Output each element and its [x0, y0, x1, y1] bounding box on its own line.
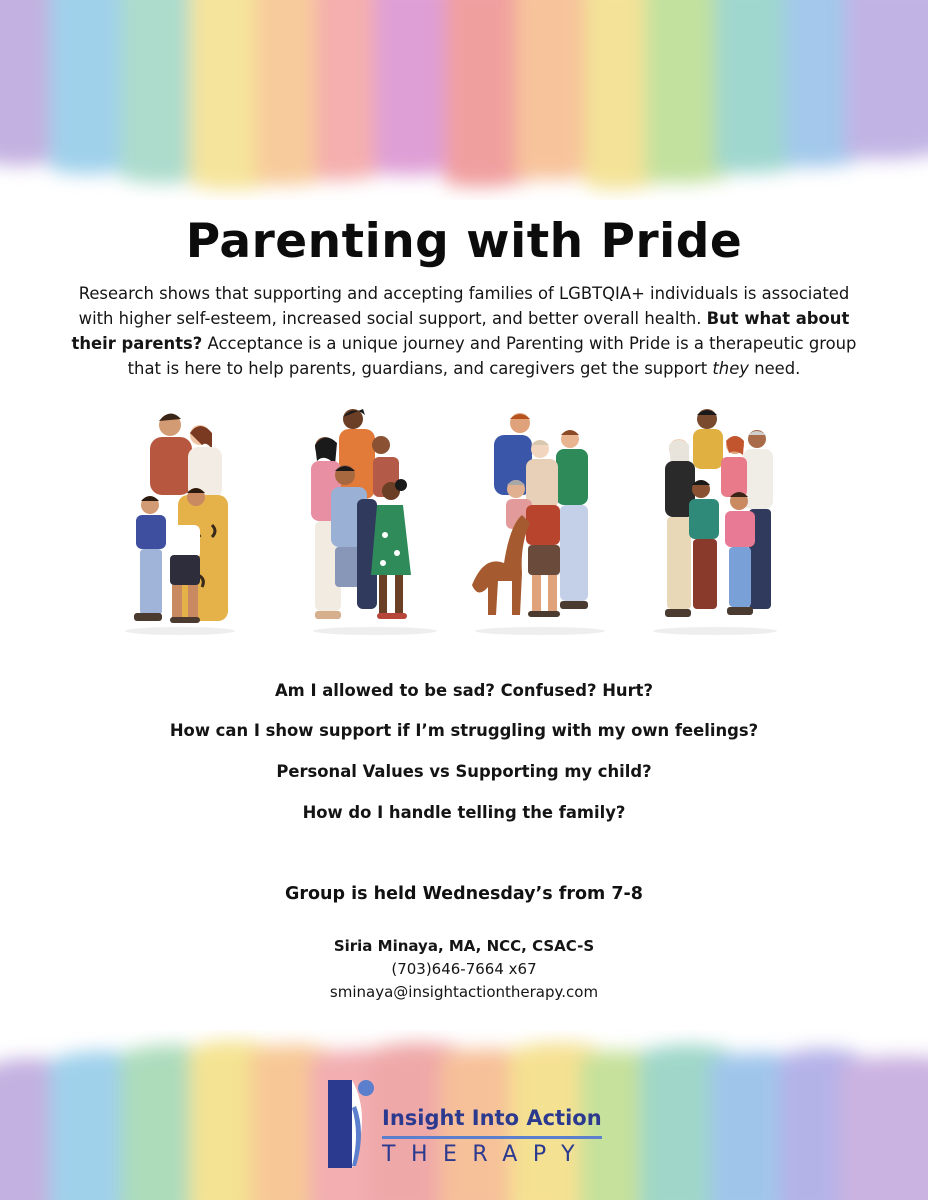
insight-into-action-logo	[326, 1076, 606, 1176]
family-hug-illustration-3	[470, 405, 610, 637]
logo-mark-icon	[326, 1076, 374, 1170]
contact-email[interactable]: sminaya@insightactiontherapy.com	[329, 983, 599, 1001]
watercolor-top-graphic	[0, 0, 928, 200]
family-hug-illustration-4	[645, 405, 785, 637]
family-illustrations	[110, 405, 810, 637]
family-hug-illustration-1	[120, 405, 260, 637]
question-3: Personal Values vs Supporting my child?	[276, 762, 652, 781]
family-hug-illustration-2	[305, 405, 445, 637]
question-4: How do I handle telling the family?	[302, 803, 626, 822]
intro-text-3: need.	[748, 359, 801, 378]
contact-name: Siria Minaya, MA, NCC, CSAC-S	[333, 937, 595, 955]
logo-name: Insight Into Action	[382, 1106, 602, 1130]
logo-divider	[382, 1136, 602, 1139]
intro-paragraph	[70, 281, 858, 381]
question-2: How can I show support if I’m struggling with my own feelings?	[169, 721, 759, 740]
logo-subtitle: THERAPY	[382, 1142, 591, 1167]
page-title: Parenting with Pride	[185, 214, 743, 269]
contact-phone: (703)646-7664 x67	[391, 960, 537, 978]
intro-text-2: Acceptance is a unique journey and Parenting with Pride is a therapeutic group that is here to help parents, guardians, and caregivers get the support	[127, 334, 857, 378]
intro-bold-question: But what about their parents?	[71, 309, 850, 353]
watercolor-rainbow-top	[0, 0, 928, 200]
intro-text-1: Research shows that supporting and accepting families of LGBTQIA+ individuals is associated with higher self-esteem, increased social support, and better overall health.	[78, 284, 850, 328]
group-schedule: Group is held Wednesday’s from 7-8	[285, 884, 643, 904]
question-1: Am I allowed to be sad? Confused? Hurt?	[274, 681, 654, 700]
intro-italic: they	[712, 359, 749, 378]
